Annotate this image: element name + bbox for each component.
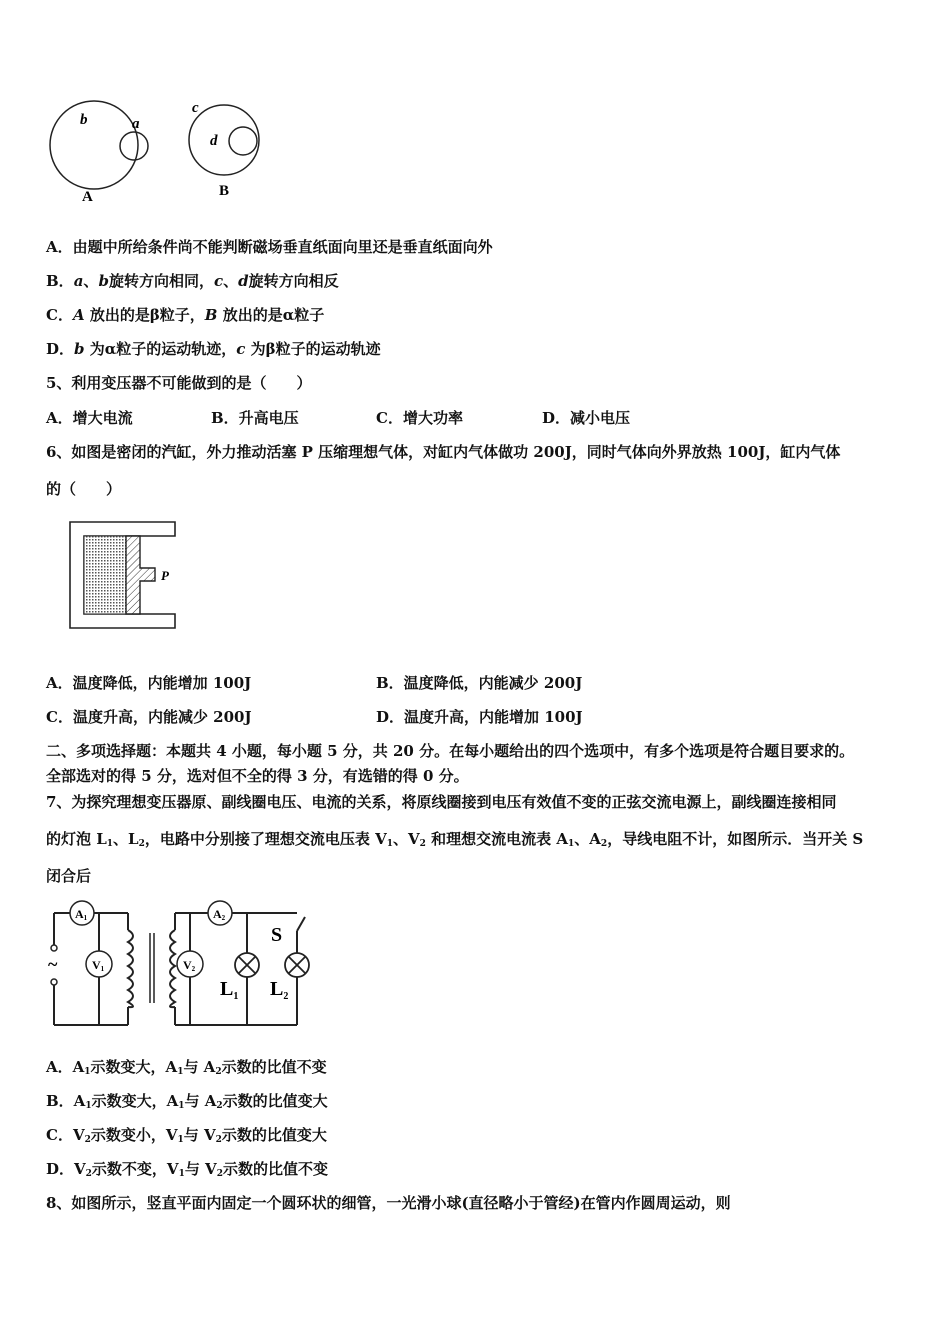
section2-line2: 全部选对的得 5 分，选对但不全的得 3 分，有选错的得 0 分。 bbox=[46, 767, 469, 785]
q7-stem-line2: 的灯泡 $L_1$、$L_2$，电路中分别接了理想交流电压表 $V_1$、$V_2$ 和理想交流电流表 $A_1$、$A_2$，导线电阻不计，如图所示．当开关 S bbox=[46, 830, 864, 849]
q7-stem-line3: 闭合后 bbox=[46, 867, 92, 885]
secondary-coil bbox=[170, 930, 175, 1007]
transformer-circuit-figure bbox=[40, 895, 320, 1030]
q6-option-b: B．温度降低，内能减少 200J bbox=[376, 674, 583, 692]
q4-option-c: C．A 放出的是β粒子，B 放出的是α粒子 bbox=[46, 306, 325, 324]
lamp-l1-label: $L_1$ bbox=[220, 978, 239, 1002]
q4-option-b: B．a、b旋转方向相同，c、d旋转方向相反 bbox=[46, 272, 339, 290]
q7-stem-line1: 7、为探究理想变压器原、副线圈电压、电流的关系，将原线圈接到电压有效值不变的正弦交流电源上，副线圈连接相同 bbox=[46, 793, 837, 811]
voltmeter-v2-label: V2 bbox=[183, 958, 196, 973]
q6-option-d: D．温度升高，内能增加 100J bbox=[376, 708, 583, 726]
q4-option-d: D．b 为α粒子的运动轨迹，c 为β粒子的运动轨迹 bbox=[46, 340, 381, 358]
piston bbox=[126, 536, 155, 614]
label-d: d bbox=[210, 133, 218, 149]
section2-line1: 二、多项选择题：本题共 4 小题，每小题 5 分，共 20 分。在每小题给出的四个选项中，有多个选项是符合题目要求的。 bbox=[46, 742, 855, 760]
terminal bbox=[51, 979, 57, 985]
primary-coil bbox=[128, 930, 133, 1007]
terminal bbox=[51, 945, 57, 951]
switch-s bbox=[297, 917, 305, 931]
q5-stem: 5、利用变压器不可能做到的是（ ） bbox=[46, 374, 312, 392]
label-a: a bbox=[132, 116, 140, 132]
label-c: c bbox=[192, 100, 199, 116]
q4-option-a: A．由题中所给条件尚不能判断磁场垂直纸面向里还是垂直纸面向外 bbox=[46, 238, 493, 256]
track-c-circle bbox=[189, 105, 259, 175]
q6-option-c: C．温度升高，内能减少 200J bbox=[46, 708, 252, 726]
caption-a: A bbox=[82, 189, 93, 205]
q7-option-b: B．$A_1$示数变大，$A_1$与 $A_2$示数的比值变大 bbox=[46, 1092, 328, 1111]
q7-option-c: C．$V_2$示数变小，$V_1$与 $V_2$示数的比值变大 bbox=[46, 1126, 327, 1145]
cylinder-piston-figure bbox=[65, 518, 185, 633]
track-d-circle bbox=[229, 127, 257, 155]
caption-b: B bbox=[219, 183, 230, 199]
ammeter-a2-label: A2 bbox=[213, 907, 226, 922]
label-b: b bbox=[80, 112, 88, 128]
q7-option-d: D．$V_2$示数不变，$V_1$与 $V_2$示数的比值不变 bbox=[46, 1160, 328, 1179]
ammeter-a1-label: A1 bbox=[75, 907, 88, 922]
piston-label: P bbox=[161, 568, 169, 583]
lamp-l2-label: $L_2$ bbox=[270, 978, 289, 1002]
q5-option-d: D．减小电压 bbox=[542, 409, 631, 427]
q6-option-a: A．温度降低，内能增加 100J bbox=[46, 674, 252, 692]
q7-option-a: A．$A_1$示数变大，$A_1$与 $A_2$示数的比值不变 bbox=[46, 1058, 327, 1077]
q5-option-a: A．增大电流 bbox=[46, 409, 133, 427]
q6-stem-line2: 的（ ） bbox=[46, 480, 122, 498]
q8-stem: 8、如图所示，竖直平面内固定一个圆环状的细管，一光滑小球(直径略小于管经)在管内作圆周运动，则 bbox=[46, 1194, 731, 1212]
track-a-circle bbox=[120, 132, 148, 160]
q5-option-c: C．增大功率 bbox=[376, 409, 463, 427]
gas-region bbox=[84, 536, 126, 614]
q5-option-b: B．升高电压 bbox=[211, 409, 299, 427]
track-b-circle bbox=[50, 101, 138, 189]
switch-label: S bbox=[271, 924, 283, 946]
q6-stem-line1: 6、如图是密闭的汽缸，外力推动活塞 P 压缩理想气体，对缸内气体做功 200J，同时气体向外界放热 100J，缸内气体 bbox=[46, 443, 841, 461]
circle-tracks-figure bbox=[40, 95, 280, 210]
voltmeter-v1-label: V1 bbox=[92, 958, 105, 973]
ac-source-symbol: ~ bbox=[48, 954, 58, 974]
